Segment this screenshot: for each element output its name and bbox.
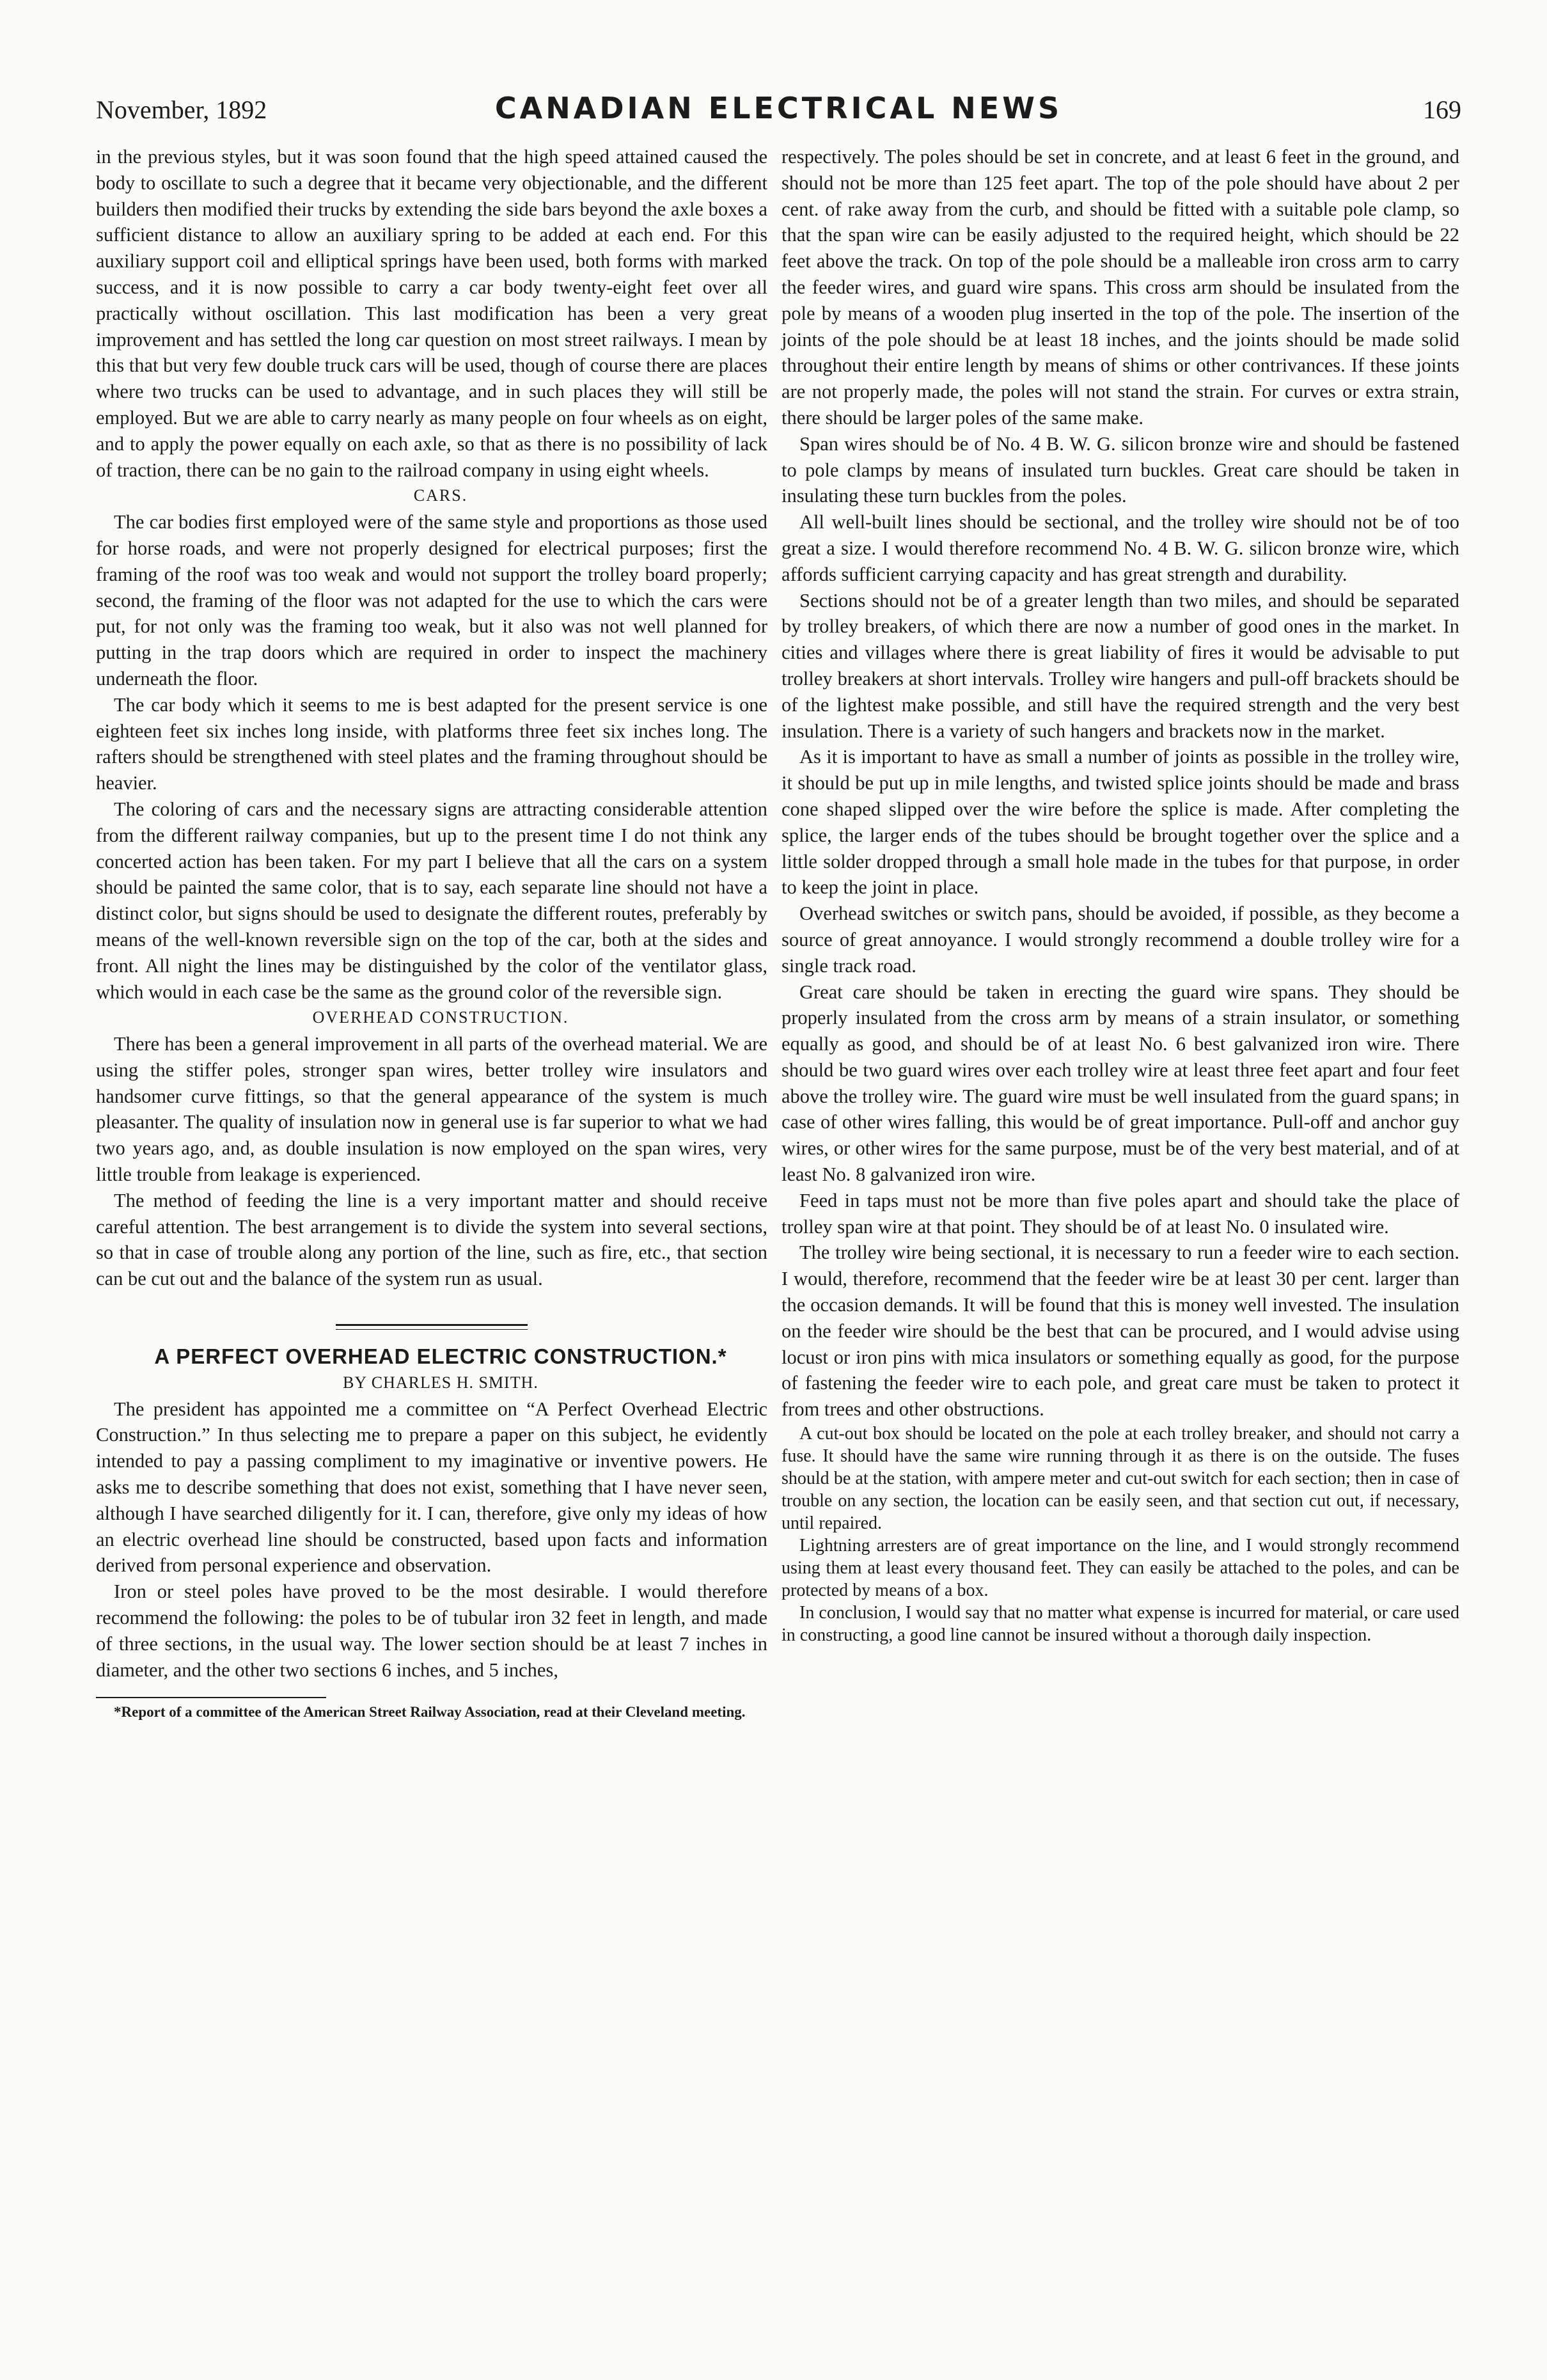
paragraph: in the previous styles, but it was soon found that the high speed attained caused the body to oscillate to such a degree that it became very objectionable, and the different builders then modified their trucks by extending the side bars beyond the axle boxes a sufficient distance to allow an auxiliary spring to be added at each end. For this auxiliary support coil and elliptical springs have been used, both forms with marked success, and it is now possible to carry a car body twenty-eight feet over all practically without oscillation. This last modification has been a very great improvement and has settled the long car question on most street railways. I mean by this that but very few double truck cars will be used, though of course there are places where two trucks can be used to advantage, and in such places they will still be employed. But we are able to carry nearly as many people on four wheels as on eight, and to apply the power equally on each axle, so that as there is no possibility of lack of traction, there can be no gain to the railroad company in using eight wheels.: [96, 146, 767, 481]
paragraph: Feed in taps must not be more than five poles apart and should take the place of trolley span wire at that point. They should be of at least No. 0 insulated wire.: [781, 1189, 1459, 1238]
right-column: [781, 144, 1459, 1646]
paragraph: As it is important to have as small a number of joints as possible in the trolley wire, it should be put up in mile lengths, and twisted splice joints should be made and brass cone shaped slipped over the wire before the splice is made. After completing the splice, the larger ends of the tubes should be brought together over the splice and a little solder dropped through a small hole made in the tubes for that purpose, in order to keep the joint in place.: [781, 746, 1459, 899]
paragraph: Lightning arresters are of great importance on the line, and I would strongly recommend using them at least every thousand feet. They can easily be attached to the poles, and can be protected by means of a box.: [781, 1536, 1459, 1601]
paragraph: Span wires should be of No. 4 B. W. G. silicon bronze wire and should be fastened to pole clamps by means of insulated turn buckles. Great care should be taken in insulating these turn buckles from the poles.: [781, 432, 1459, 507]
page-number: 169: [1423, 95, 1461, 124]
publication-title: CANADIAN ELECTRICAL NEWS: [494, 91, 1063, 125]
left-column: [96, 144, 767, 1721]
article-divider: [336, 1324, 528, 1330]
paragraph: Sections should not be of a greater length than two miles, and should be separated by trolley breakers, of which there are now a number of good ones in the market. In cities and villages where there is great liability of fires it would be advisable to put trolley breakers at short intervals. Trolley wire hangers and pull-off brackets should be of the lightest make possible, and still have the required strength and the very best insulation. There is a variety of such hangers and brackets now in the market.: [781, 589, 1459, 742]
paragraph: Iron or steel poles have proved to be the most desirable. I would therefore recommend the following: the poles to be of tubular iron 32 feet in length, and made of three sections, in the usual way. The lower section should be at least 7 inches in diameter, and the other two sections 6 inches, and 5 inches,: [96, 1580, 767, 1681]
paragraph: respectively. The poles should be set in concrete, and at least 6 feet in the ground, and should not be more than 125 feet apart. The top of the pole should have about 2 per cent. of rake away from the curb, and should be fitted with a suitable pole clamp, so that the span wire can be easily adjusted to the required height, which should be 22 feet above the track. On top of the pole should be a malleable iron cross arm to carry the feeder wires, and guard wire spans. This cross arm should be insulated from the pole by means of a wooden plug inserted in the top of the pole. The insertion of the joints of the pole should be at least 18 inches, and the joints should be made solid throughout their entire length by means of shims or other contrivances. If these joints are not properly made, the poles will not stand the strain. For curves or extra strain, there should be larger poles of the same make.: [781, 146, 1459, 429]
paragraph: The president has appointed me a committee on “A Perfect Overhead Electric Construction.” In thus selecting me to prepare a paper on this subject, he evidently intended to pay a passing compliment to my imaginative or inventive powers. He asks me to describe something that does not exist, something that I have never seen, although I have searched diligently for it. I can, therefore, give only my ideas of how an electric overhead line should be constructed, based upon facts and information derived from personal experience and observation.: [96, 1398, 767, 1577]
paragraph: The coloring of cars and the necessary signs are attracting considerable attention from the different railway companies, but up to the present time I do not think any concerted action has been taken. For my part I believe that all the cars on a system should be painted the same color, that is to say, each separate line should not have a distinct color, but signs should be used to designate the different routes, preferably by means of the well-known reversible sign on the top of the car, both at the sides and front. All night the lines may be distinguished by the color of the ventilator glass, which would in each case be the same as the ground color of the reversible sign.: [96, 798, 767, 1003]
section-heading-cars: CARS.: [413, 486, 468, 505]
paragraph: Overhead switches or switch pans, should be avoided, if possible, as they become a source of great annoyance. I would strongly recommend a double trolley wire for a single track road.: [781, 902, 1459, 977]
paragraph: A cut-out box should be located on the pole at each trolley breaker, and should not carry a fuse. It should have the same wire running through it as there is on the outside. The fuses should be at the station, with ampere meter and cut-out switch for each section; then in case of trouble on any section, the location can be easily seen, and that section cut out, if necessary, until repaired.: [781, 1424, 1459, 1534]
paragraph: There has been a general improvement in all parts of the overhead material. We are using the stiffer poles, stronger span wires, better trolley wire insulators and handsomer curve fittings, so that the general appearance of the system is much pleasanter. The quality of insulation now in general use is far superior to what we had two years ago, and, as double insulation is now employed on the span wires, very little trouble from leakage is experienced.: [96, 1033, 767, 1186]
paragraph: The car body which it seems to me is best adapted for the present service is one eighteen feet six inches long inside, with platforms three feet six inches long. The rafters should be strengthened with steel plates and the framing throughout should be heavier.: [96, 693, 767, 794]
article-byline: BY CHARLES H. SMITH.: [343, 1373, 538, 1392]
section-heading-overhead: OVERHEAD CONSTRUCTION.: [312, 1008, 569, 1027]
paragraph: All well-built lines should be sectional, and the trolley wire should not be of too great a size. I would therefore recommend No. 4 B. W. G. silicon bronze wire, which affords sufficient carrying capacity and has great strength and durability.: [781, 511, 1459, 585]
paragraph: In conclusion, I would say that no matter what expense is incurred for material, or care used in constructing, a good line cannot be insured without a thorough daily inspection.: [781, 1603, 1459, 1646]
footnote: *Report of a committee of the American Street Railway Association, read at their Cleveland meeting.: [114, 1704, 746, 1721]
page-header: [96, 90, 1461, 136]
paragraph: The car bodies first employed were of the same style and proportions as those used for horse roads, and were not properly designed for electrical purposes; first the framing of the roof was too weak and would not support the trolley board properly; second, the framing of the floor was not adapted for the use to which the cars were put, for not only was the framing too weak, but it also was not well planned for putting in the trap doors which are required in order to inspect the machinery underneath the floor.: [96, 511, 767, 690]
paragraph: Great care should be taken in erecting the guard wire spans. They should be properly insulated from the cross arm by means of a strain insulator, or something equally as good, and should be of at least No. 6 best galvanized iron wire. There should be two guard wires over each trolley wire at least three feet apart and four feet above the trolley wire. The guard wire must be well insulated from the guard spans; in case of other wires falling, this would be of great importance. Pull-off and anchor guy wires, or other wires for the same purpose, must be of the very best material, and of at least No. 8 galvanized iron wire.: [781, 981, 1459, 1186]
paragraph: The method of feeding the line is a very important matter and should receive careful attention. The best arrangement is to divide the system into several sections, so that in case of trouble along any portion of the line, such as fire, etc., that section can be cut out and the balance of the system run as usual.: [96, 1189, 767, 1290]
issue-date: November, 1892: [96, 95, 267, 124]
article-title: A PERFECT OVERHEAD ELECTRIC CONSTRUCTION.*: [154, 1344, 727, 1369]
paragraph: The trolley wire being sectional, it is necessary to run a feeder wire to each section. I would, therefore, recommend that the feeder wire be at least 30 per cent. larger than the occasion demands. It will be found that this is money well invested. The insulation on the feeder wire should be the best that can be procured, and I would advise using locust or iron pins with mica insulators or something equally as good, for the purpose of fastening the feeder wire to each pole, and great care must be taken to protect it from trees and other obstructions.: [781, 1241, 1459, 1421]
footnote-divider: [96, 1697, 326, 1698]
